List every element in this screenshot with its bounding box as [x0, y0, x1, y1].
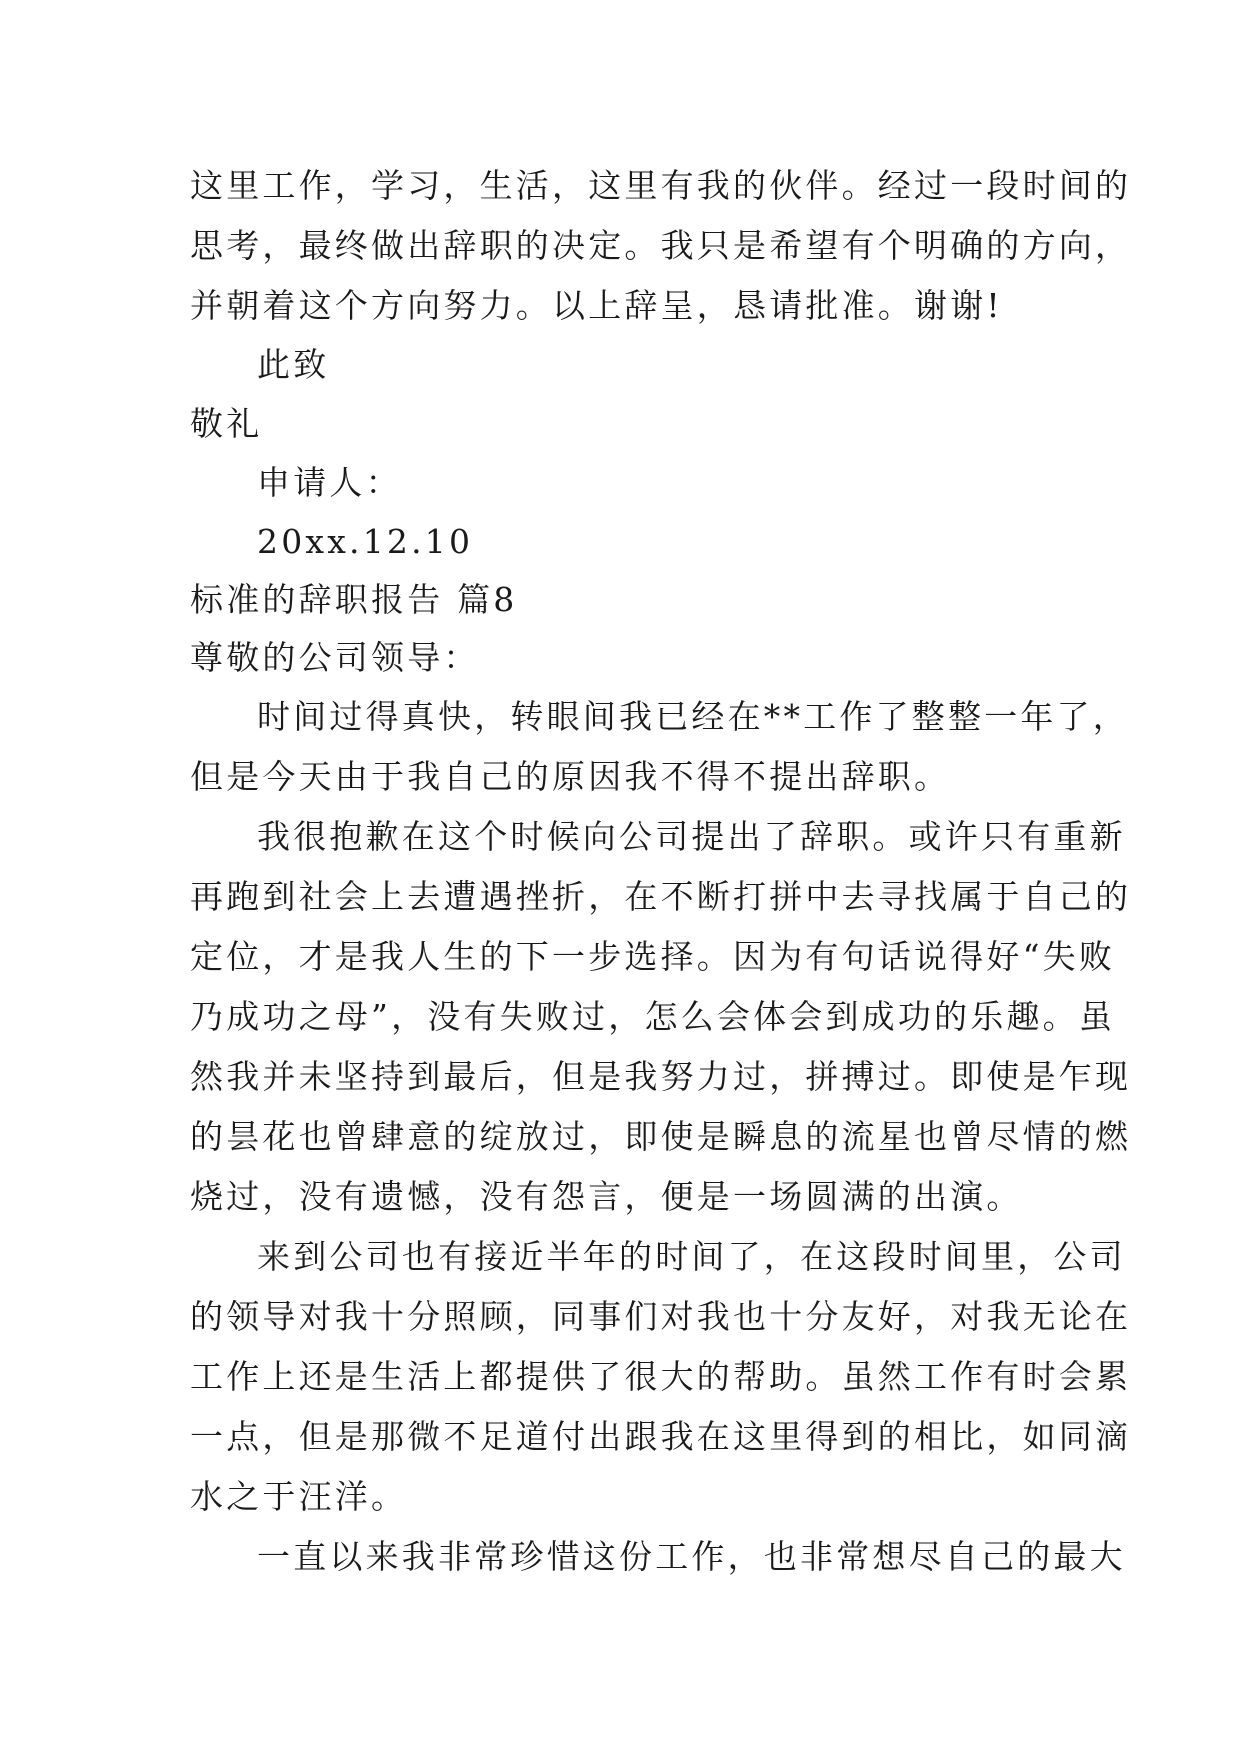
text-line: 水之于汪洋。	[190, 1477, 408, 1516]
text-line: 一直以来我非常珍惜这份工作，也非常想尽自己的最大	[257, 1537, 1126, 1576]
text-line: 再跑到社会上去遭遇挫折，在不断打拼中去寻找属于自己的	[190, 877, 1132, 916]
section-heading: 标准的辞职报告 篇8	[190, 580, 518, 619]
text-line: 乃成功之母”，没有失败过，怎么会体会到成功的乐趣。虽	[190, 997, 1116, 1036]
text-line: 但是今天由于我自己的原因我不得不提出辞职。	[190, 757, 951, 796]
text-line: 我很抱歉在这个时候向公司提出了辞职。或许只有重新	[257, 817, 1126, 856]
text-line: 并朝着这个方向努力。以上辞呈，恳请批准。谢谢!	[190, 286, 1003, 325]
text-line: 工作上还是生活上都提供了很大的帮助。虽然工作有时会累	[190, 1357, 1132, 1396]
closing-salutation: 此致	[257, 345, 330, 384]
greeting: 尊敬的公司领导：	[190, 638, 480, 677]
closing-regards: 敬礼	[190, 404, 263, 443]
text-line: 的昙花也曾肆意的绽放过，即使是瞬息的流星也曾尽情的燃	[190, 1117, 1132, 1156]
text-line: 思考，最终做出辞职的决定。我只是希望有个明确的方向，	[190, 226, 1132, 265]
applicant-label: 申请人：	[257, 463, 402, 502]
text-line: 然我并未坚持到最后，但是我努力过，拼搏过。即使是乍现	[190, 1057, 1132, 1096]
date: 20xx.12.10	[257, 522, 474, 561]
text-line: 一点，但是那微不足道付出跟我在这里得到的相比，如同滴	[190, 1417, 1132, 1456]
text-line: 来到公司也有接近半年的时间了，在这段时间里，公司	[257, 1237, 1126, 1276]
text-line: 这里工作，学习，生活，这里有我的伙伴。经过一段时间的	[190, 166, 1132, 205]
text-line: 定位，才是我人生的下一步选择。因为有句话说得好“失败	[190, 937, 1116, 976]
text-line: 的领导对我十分照顾，同事们对我也十分友好，对我无论在	[190, 1297, 1132, 1336]
text-line: 烧过，没有遗憾，没有怨言，便是一场圆满的出演。	[190, 1177, 1023, 1216]
text-line: 时间过得真快，转眼间我已经在**工作了整整一年了，	[257, 697, 1129, 736]
